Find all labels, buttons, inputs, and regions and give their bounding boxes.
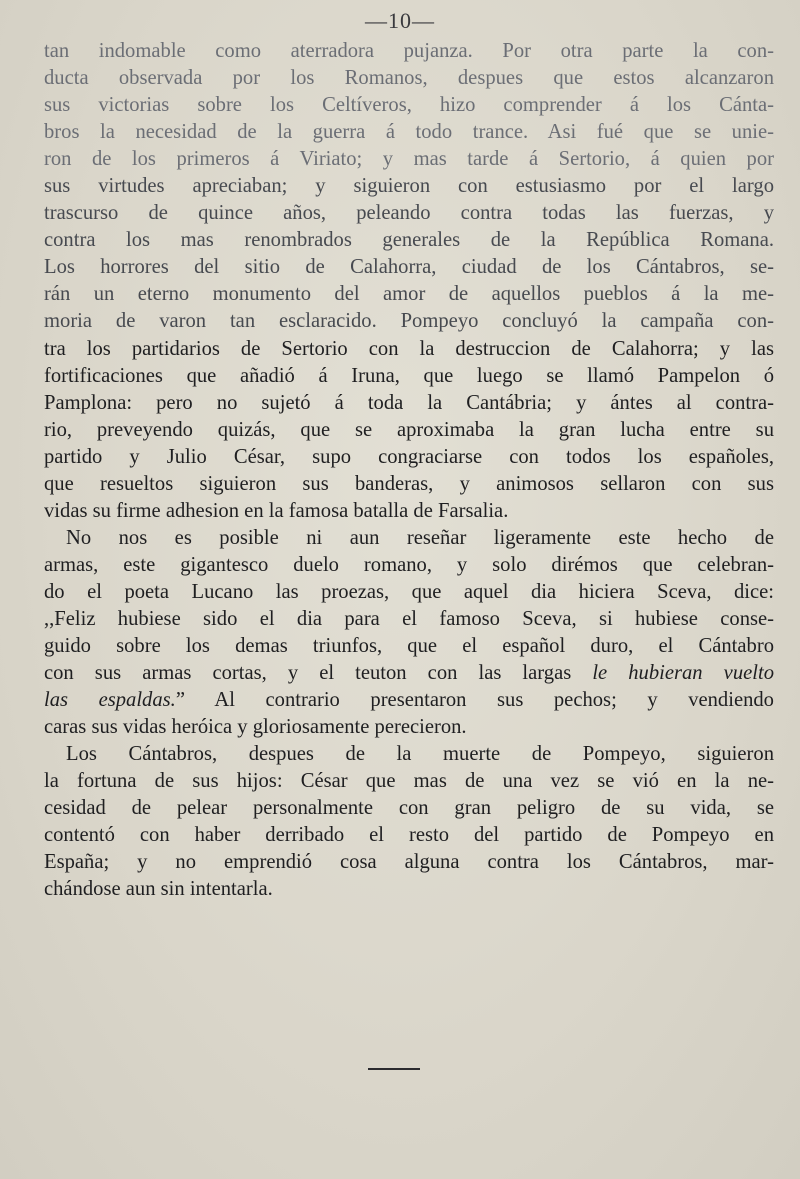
text-segment: Al contrario presentaron sus pechos; y vendiendo: [214, 689, 774, 712]
paragraph-1: [44, 38, 774, 525]
text-line: contra los mas renombrados generales de la República Romana.: [44, 229, 774, 252]
text-line: ron de los primeros á Viriato; y mas tarde á Sertorio, á quien por: [44, 148, 774, 171]
text-line: armas, este gigantesco duelo romano, y solo dirémos que celebran-: [44, 553, 774, 576]
text-line: ,,Feliz hubiese sido el dia para el famoso Sceva, si hubiese conse-: [44, 607, 774, 630]
page-number: —10—: [365, 8, 435, 33]
text-line: bros la necesidad de la guerra á todo trance. Asi fué que se unie-: [44, 121, 774, 144]
text-line: moria de varon tan esclaracido. Pompeyo concluyó la campaña con-: [44, 310, 774, 333]
text-segment: con sus armas cortas, y el teuton con las largas: [44, 662, 572, 685]
text-line: fortificaciones que añadió á Iruna, que luego se llamó Pampelon ó: [44, 364, 774, 387]
text-line: que resueltos siguieron sus banderas, y animosos sellaron con sus: [44, 472, 774, 495]
text-line: tra los partidarios de Sertorio con la destruccion de Calahorra; y las: [44, 337, 774, 360]
italic-text: le hubieran vuelto: [592, 662, 774, 685]
italic-text: las espaldas.: [44, 689, 176, 712]
text-line: Los Cántabros, despues de la muerte de Pompeyo, siguieron: [66, 743, 774, 766]
text-line: rán un eterno monumento del amor de aquellos pueblos á la me-: [44, 283, 774, 306]
paragraph-3: [44, 741, 774, 903]
text-line: guido sobre los demas triunfos, que el español duro, el Cántabro: [44, 635, 774, 658]
text-line: ducta observada por los Romanos, despues que estos alcanzaron: [44, 67, 774, 90]
text-line: tan indomable como aterradora pujanza. Por otra parte la con-: [44, 40, 774, 62]
text-line: Pamplona: pero no sujetó á toda la Cantábria; y ántes al contra-: [44, 391, 774, 414]
text-line: rio, preveyendo quizás, que se aproximaba la gran lucha entre su: [44, 418, 774, 441]
text-line-mixed: [44, 687, 774, 714]
body-text: [44, 38, 774, 904]
text-line: sus victorias sobre los Celtíveros, hizo comprender á los Cánta-: [44, 94, 774, 117]
text-line: vidas su firme adhesion en la famosa batalla de Farsalia.: [44, 499, 509, 522]
paragraph-2: [44, 525, 774, 741]
text-line: la fortuna de sus hijos: César que mas de una vez se vió en la ne-: [44, 770, 774, 793]
closing-quote: ”: [175, 689, 185, 712]
text-line: España; y no emprendió cosa alguna contra los Cántabros, mar-: [44, 851, 774, 874]
text-line: chándose aun sin intentarla.: [44, 878, 273, 901]
text-line: Los horrores del sitio de Calahorra, ciudad de los Cántabros, se-: [44, 256, 774, 279]
text-line: No nos es posible ni aun reseñar ligeramente este hecho de: [66, 526, 774, 549]
text-line: do el poeta Lucano las proezas, que aquel dia hiciera Sceva, dice:: [44, 580, 774, 603]
text-line: trascurso de quince años, peleando contra todas las fuerzas, y: [44, 202, 774, 225]
end-rule: [368, 1068, 420, 1070]
text-line: sus virtudes apreciaban; y siguieron con estusiasmo por el largo: [44, 175, 774, 198]
text-line: cesidad de pelear personalmente con gran peligro de su vida, se: [44, 797, 774, 820]
text-line: partido y Julio César, supo congraciarse con todos los españoles,: [44, 445, 774, 468]
text-line-mixed: [44, 660, 774, 687]
text-line: contentó con haber derribado el resto del partido de Pompeyo en: [44, 824, 774, 847]
text-line: caras sus vidas heróica y gloriosamente perecieron.: [44, 716, 467, 739]
